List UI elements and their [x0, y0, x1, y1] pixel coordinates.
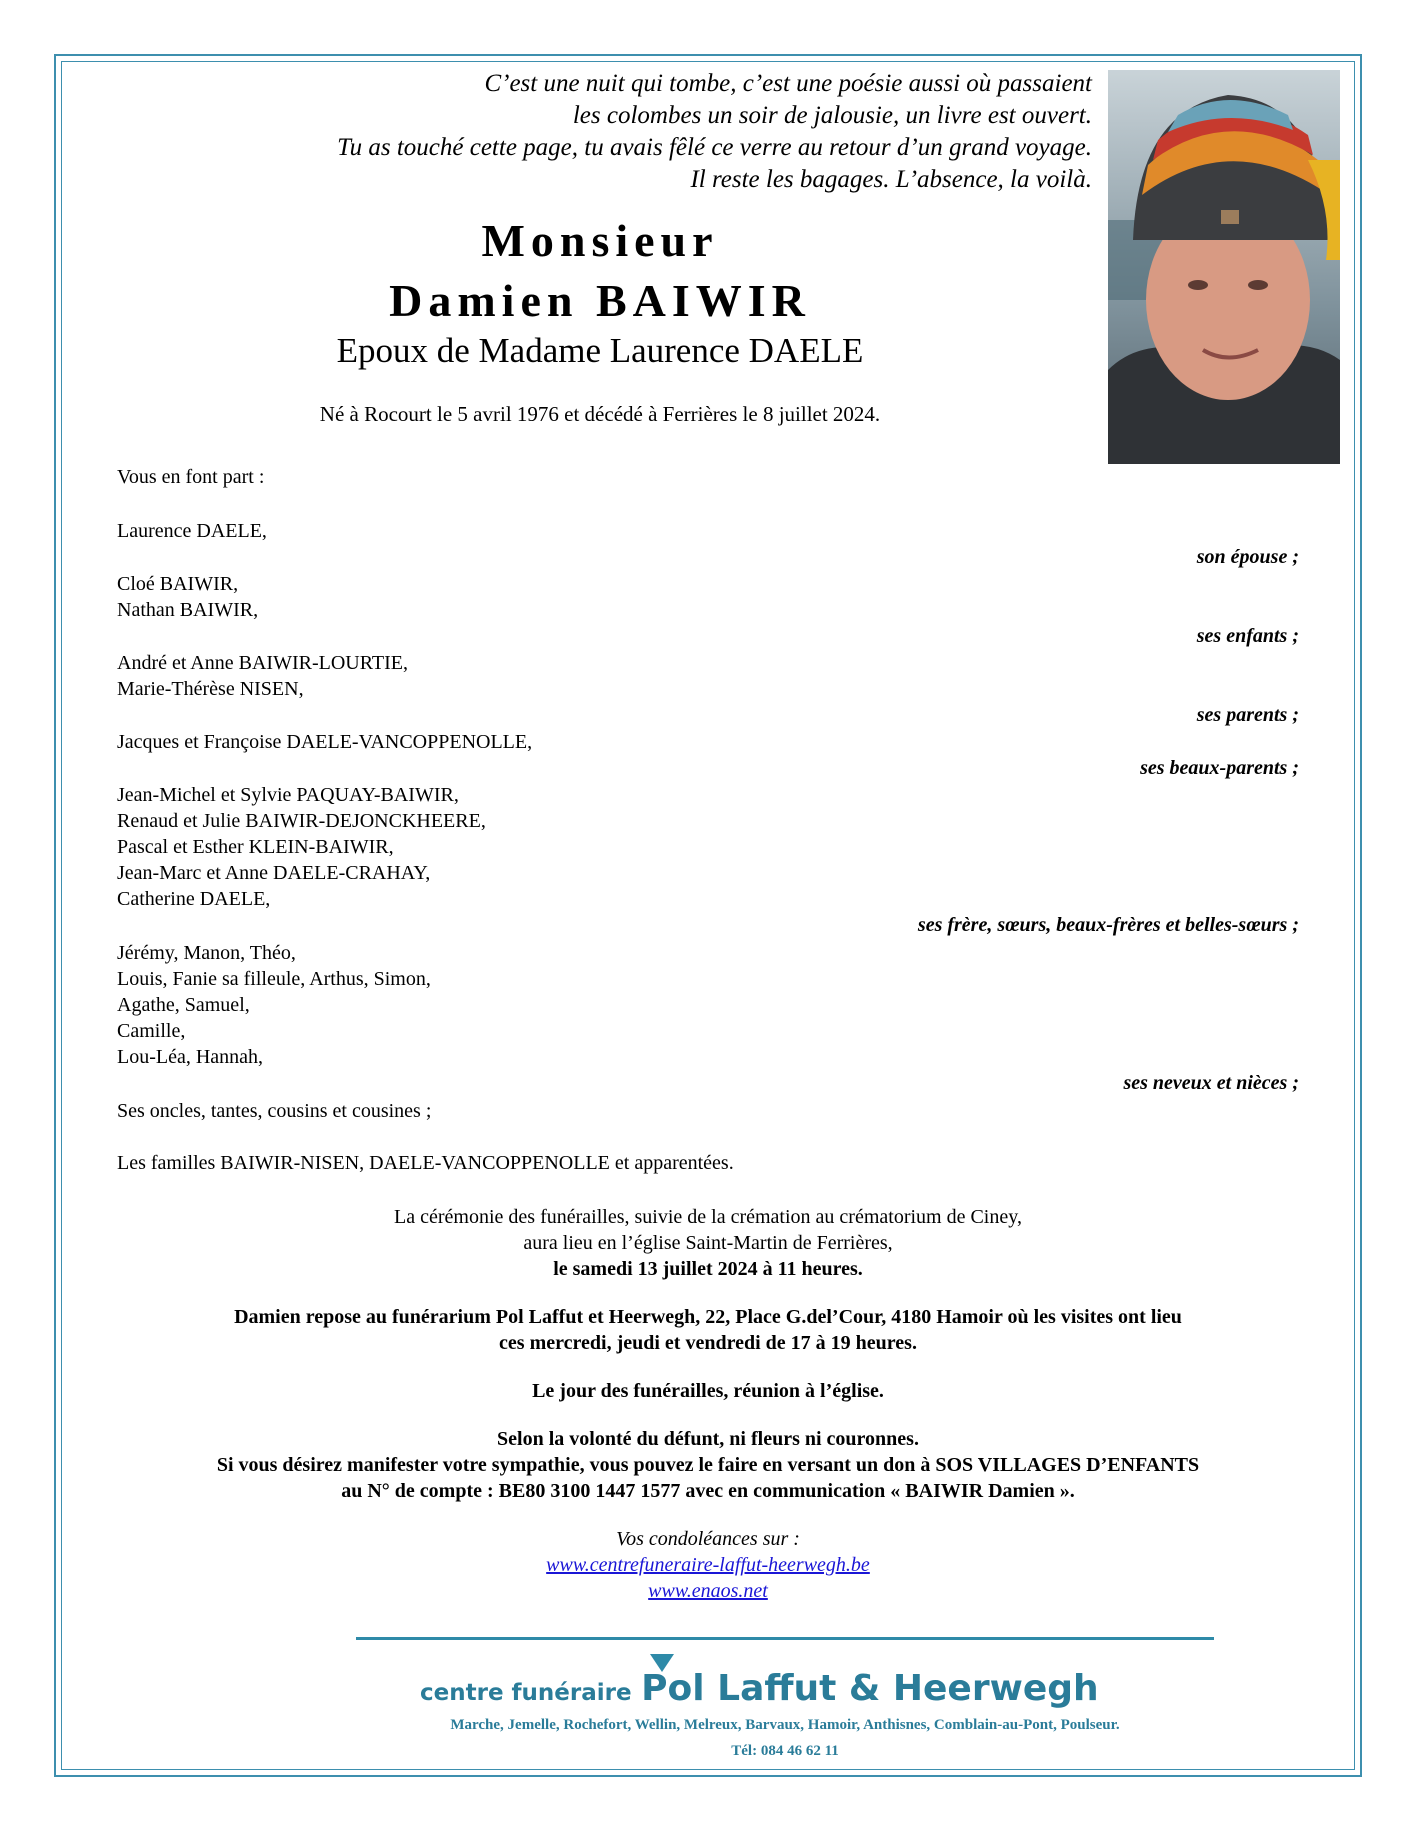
logo-brand: Pol Laffut & Heerwegh: [641, 1668, 1099, 1709]
condolences-link-funeral-centre[interactable]: www.centrefuneraire-laffut-heerwegh.be: [546, 1554, 870, 1576]
relation-label: ses parents ;: [1196, 704, 1299, 726]
family-line: Jean-Michel et Sylvie PAQUAY-BAIWIR,: [117, 784, 459, 806]
logo-prefix: centre funéraire: [420, 1680, 632, 1706]
family-line: Lou-Léa, Hannah,: [117, 1046, 264, 1068]
family-line: Jean-Marc et Anne DAELE-CRAHAY,: [117, 862, 431, 884]
family-line: Les familles BAIWIR-NISEN, DAELE-VANCOPPENOLLE et apparentées.: [117, 1152, 734, 1174]
family-line: Ses oncles, tantes, cousins et cousines ;: [117, 1100, 432, 1122]
meeting-line: Le jour des funérailles, réunion à l’église.: [532, 1380, 884, 1402]
family-line: Laurence DAELE,: [117, 520, 267, 542]
poem-line: les colombes un soir de jalousie, un livre est ouvert.: [572, 102, 1092, 129]
logo-telephone: Tél: 084 46 62 11: [731, 1743, 839, 1759]
salutation: Monsieur: [481, 215, 719, 266]
family-line: André et Anne BAIWIR-LOURTIE,: [117, 652, 408, 674]
ceremony-line: aura lieu en l’église Saint-Martin de Ferrières,: [523, 1232, 893, 1254]
family-line: Nathan BAIWIR,: [117, 599, 259, 621]
logo-divider: [356, 1637, 1214, 1640]
wishes-line: au N° de compte : BE80 3100 1447 1577 avec en communication « BAIWIR Damien ».: [341, 1480, 1075, 1502]
visits-line: ces mercredi, jeudi et vendredi de 17 à 19 heures.: [499, 1332, 917, 1354]
portrait-image: [1108, 70, 1340, 464]
ceremony-line: La cérémonie des funérailles, suivie de la crémation au crématorium de Ciney,: [394, 1206, 1022, 1228]
poem-line: Tu as touché cette page, tu avais fêlé ce verre au retour d’un grand voyage.: [337, 134, 1092, 161]
ceremony-date: le samedi 13 juillet 2024 à 11 heures.: [553, 1258, 863, 1280]
relation-label: ses beaux-parents ;: [1140, 757, 1299, 779]
relation-label: son épouse ;: [1196, 546, 1299, 568]
relation-label: ses frère, sœurs, beaux-frères et belles-sœurs ;: [917, 914, 1299, 936]
wishes-line: Si vous désirez manifester votre sympathie, vous pouvez le faire en versant un don à SOS VILLAGES D’ENFANTS: [216, 1454, 1200, 1476]
family-line: Jérémy, Manon, Théo,: [117, 942, 296, 964]
family-line: Camille,: [117, 1020, 186, 1042]
family-line: Marie-Thérèse NISEN,: [117, 678, 304, 700]
portrait-photo: [1108, 70, 1340, 464]
poem: [337, 68, 1092, 196]
family-line: Catherine DAELE,: [117, 888, 271, 910]
relation-label: ses enfants ;: [1196, 625, 1299, 647]
poem-line: C’est une nuit qui tombe, c’est une poésie aussi où passaient: [484, 70, 1092, 97]
family-line: Renaud et Julie BAIWIR-DEJONCKHEERE,: [117, 810, 486, 832]
family-line: Jacques et Françoise DAELE-VANCOPPENOLLE,: [117, 731, 533, 753]
poem-line: Il reste les bagages. L’absence, la voilà.: [690, 166, 1092, 193]
family-line: Cloé BAIWIR,: [117, 573, 239, 595]
relation-label: ses neveux et nièces ;: [1123, 1072, 1299, 1094]
visits-line: Damien repose au funérarium Pol Laffut et Heerwegh, 22, Place G.del’Cour, 4180 Hamoir où les visites ont lieu: [234, 1306, 1182, 1328]
funeral-centre-logo: [420, 1668, 1099, 1709]
family-line: Agathe, Samuel,: [117, 994, 250, 1016]
deceased-name: Damien BAIWIR: [389, 275, 811, 326]
birth-death-line: Né à Rocourt le 5 avril 1976 et décédé à Ferrières le 8 juillet 2024.: [319, 402, 881, 426]
family-line: Louis, Fanie sa filleule, Arthus, Simon,: [117, 968, 431, 990]
condolences-label: Vos condoléances sur :: [616, 1528, 800, 1550]
wishes-line: Selon la volonté du défunt, ni fleurs ni couronnes.: [497, 1428, 919, 1450]
spouse-line: Epoux de Madame Laurence DAELE: [336, 331, 864, 370]
intro-line: Vous en font part :: [117, 466, 265, 488]
condolences-link-enaos[interactable]: www.enaos.net: [648, 1580, 768, 1602]
logo-towns: Marche, Jemelle, Rochefort, Wellin, Melreux, Barvaux, Hamoir, Anthisnes, Comblain-au-Pont, Poulseur.: [450, 1717, 1120, 1733]
family-line: Pascal et Esther KLEIN-BAIWIR,: [117, 836, 394, 858]
